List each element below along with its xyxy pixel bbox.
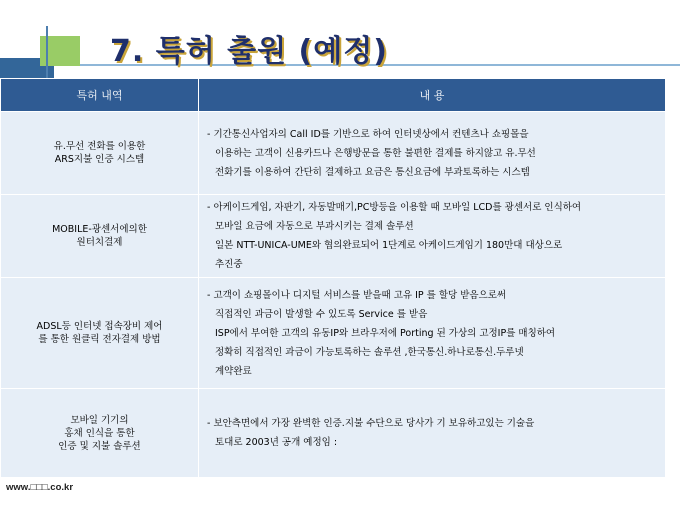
decor-vertical-line xyxy=(46,26,48,84)
patent-item-line: 유.무선 전화를 이용한 xyxy=(53,141,146,152)
content-line: 토대로 2003년 공개 예정임 : xyxy=(215,437,338,448)
patent-content-cell xyxy=(199,278,666,389)
content-line: 직접적인 과금이 발생할 수 있도록 Service 를 받음 xyxy=(215,308,428,320)
patent-item-line: MOBILE-광센서에의한 xyxy=(52,224,147,235)
header-content: 내 용 xyxy=(199,79,666,112)
table-row xyxy=(1,389,666,478)
patent-item-cell xyxy=(1,112,199,195)
content-line: ISP에서 부여한 고객의 유동IP와 브라우저에 Porting 된 가상의 고정IP를 매칭하여 xyxy=(215,327,556,339)
patent-item-cell xyxy=(1,278,199,389)
content-line: 이용하는 고객이 신용카드나 은행방문을 통한 불편한 결제를 하지않고 유.무선 xyxy=(215,147,536,159)
patent-content-cell xyxy=(199,112,666,195)
content-line: 전화기를 이용하여 간단히 결제하고 요금은 통신요금에 부과토록하는 시스템 xyxy=(215,166,530,178)
patent-item-line: 를 통한 원클릭 전자결제 방법 xyxy=(38,334,161,345)
slide-title: 7. 특허 출원 (예정) xyxy=(110,34,388,69)
content-line: 모바일 요금에 자동으로 부과시키는 결제 솔루션 xyxy=(215,221,414,232)
content-line: - 고객이 쇼핑몰이나 디지털 서비스를 받을때 고유 IP 를 할당 받음으로써 xyxy=(207,289,507,301)
table-row xyxy=(1,195,666,278)
table-row xyxy=(1,278,666,389)
patent-item-line: ADSL등 인터넷 접속장비 제어 xyxy=(36,321,163,332)
content-line: - 보안측면에서 가장 완벽한 인증.지불 수단으로 당사가 기 보유하고있는 기술을 xyxy=(207,418,535,429)
content-line: - 기간통신사업자의 Call ID를 기반으로 하여 인터넷상에서 컨텐츠나 쇼핑몰을 xyxy=(207,128,529,140)
patent-item-cell xyxy=(1,389,199,478)
patent-item-cell xyxy=(1,195,199,278)
content-line: 계약완료 xyxy=(215,365,252,377)
patent-content-cell xyxy=(199,389,666,478)
patent-item-line: 모바일 기기의 xyxy=(70,414,129,426)
patent-item-line: 홍채 인식을 통한 xyxy=(64,427,135,439)
table-row xyxy=(1,112,666,195)
content-line: 일본 NTT-UNICA-UME와 협의완료되어 1단계로 아케이드게임기 180만대 대상으로 xyxy=(215,240,563,251)
content-line: 추진중 xyxy=(215,259,243,270)
patent-content-cell xyxy=(199,195,666,278)
table-header-row xyxy=(1,79,666,112)
patent-item-line: 인증 및 지불 솔루션 xyxy=(58,440,141,452)
content-line: 정확히 직접적인 과금이 가능토록하는 솔루션 ,한국통신.하나로통신.두루넷 xyxy=(215,346,524,358)
footer-website-url: www.□□□.co.kr xyxy=(6,482,74,493)
header-patent-item: 특허 내역 xyxy=(1,79,199,112)
content-line: - 아케이드게임, 자판기, 자동발매기,PC방등을 이용할 때 모바일 LCD를 광센서로 인식하여 xyxy=(207,202,582,213)
patent-table xyxy=(0,78,666,478)
patent-item-line: 원터치결제 xyxy=(76,237,123,248)
patent-item-line: ARS지불 인증 시스템 xyxy=(54,154,145,165)
